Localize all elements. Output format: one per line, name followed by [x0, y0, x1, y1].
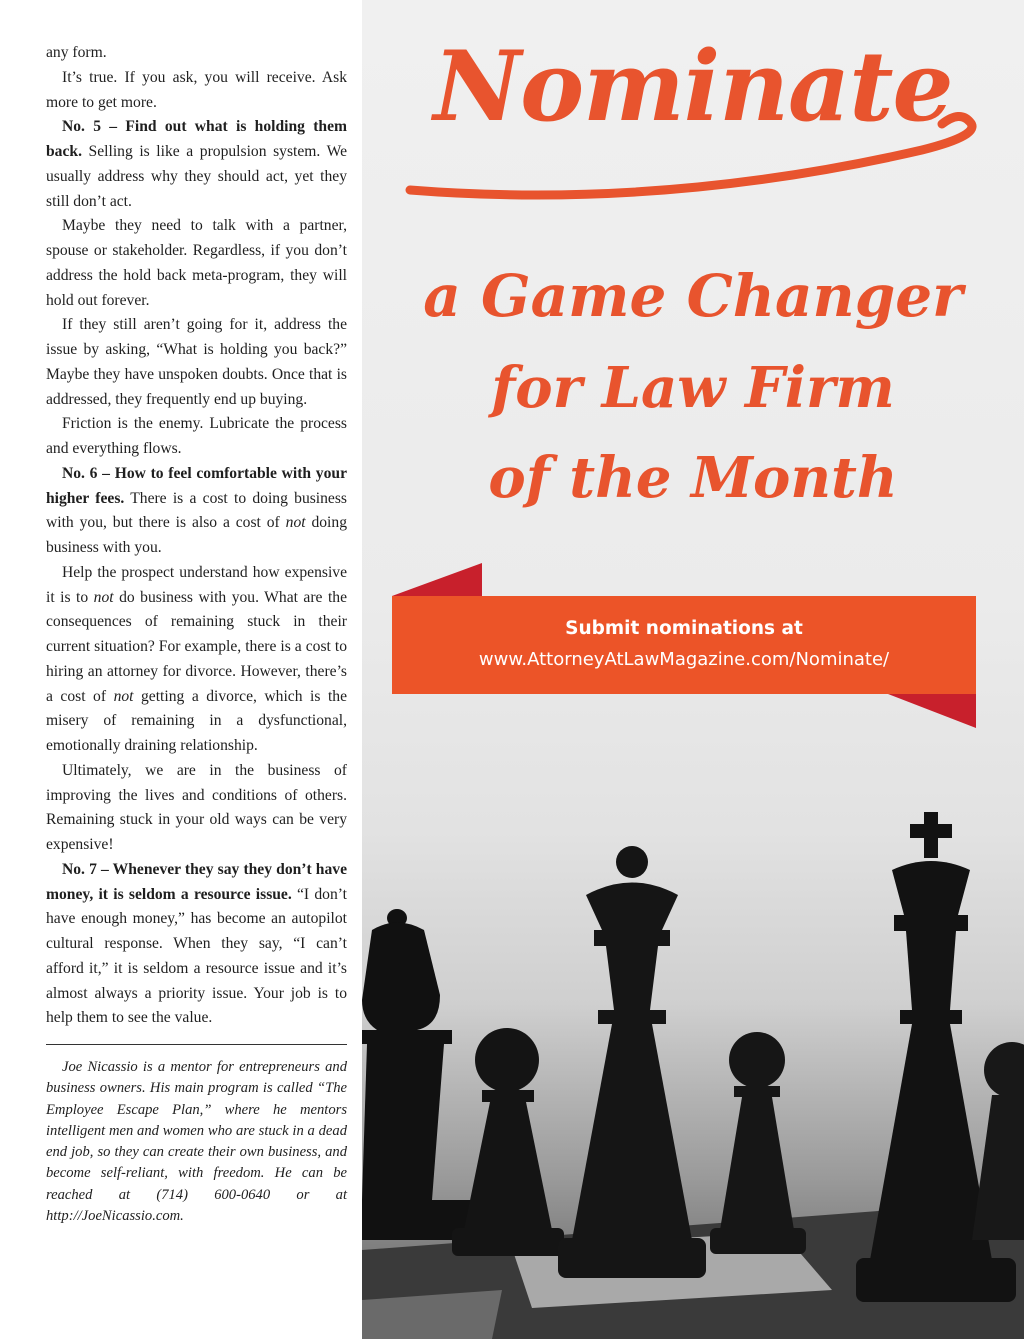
tip-body: getting a divorce, which is the misery of remaining in a dysfunctional, emotionally draining relationship.: [46, 687, 347, 754]
tip-heading-6: No. 6 – How to feel comfortable with your higher fees.: [46, 464, 347, 507]
tip-heading-5: No. 5 – Find out what is holding them back.: [46, 118, 347, 160]
ad-subheadline-line3: of the Month: [488, 445, 898, 511]
tip-body: Selling is like a propulsion system. We usually address why they should act, yet they still don’t act.: [46, 143, 347, 210]
emphasis: not: [113, 687, 134, 705]
nominate-ad: [362, 0, 1024, 1339]
emphasis: not: [285, 514, 306, 532]
article-paragraph: If they still aren’t going for it, address the issue by asking, “What is holding you back?” Maybe they have unspoken doubts. Once that is addressed, they frequently end up buying.: [46, 316, 347, 408]
article-paragraph: [46, 561, 347, 759]
divider: [46, 1044, 347, 1045]
article-paragraph: Friction is the enemy. Lubricate the process and everything flows.: [46, 415, 347, 457]
ribbon-banner: [392, 596, 976, 694]
nomination-url-link[interactable]: www.AttorneyAtLawMagazine.com/Nominate/: [478, 649, 890, 670]
ad-subheadline-line2: for Law Firm: [491, 355, 895, 421]
article-paragraph: [46, 115, 347, 214]
article-column: [46, 41, 347, 1227]
tip-body: There is a cost to doing business with you, but there is also a cost of: [46, 489, 347, 532]
ribbon-label: Submit nominations at: [565, 618, 803, 639]
author-bio: Joe Nicassio is a mentor for entrepreneurs and business owners. His main program is called “The Employee Escape Plan,” where he mentors intelligent men and women who are stuck in a dead end job, so they can create their own business, and become self-reliant, with freedom. He can be reached at (714) 600-0640 or at http://JoeNicassio.com.: [46, 1059, 347, 1225]
emphasis: not: [93, 588, 114, 606]
article-paragraph: It’s true. If you ask, you will receive. Ask more to get more.: [46, 68, 347, 111]
article-paragraph: [46, 858, 347, 1031]
article-paragraph: Maybe they need to talk with a partner, spouse or stakeholder. Regardless, if you don’t address the hold back meta-program, they will hold out forever.: [46, 217, 347, 309]
tip-body: do business with you. What are the consequences of remaining stuck in their current situation? For example, there is a cost to hiring an attorney for divorce. However, there’s a cost of: [46, 588, 348, 705]
article-paragraph: any form.: [46, 44, 107, 61]
article-paragraph: Ultimately, we are in the business of improving the lives and conditions of others. Remaining stuck in your old ways can be very expensive!: [46, 761, 347, 853]
tip-body: Help the prospect understand how expensive it is to: [46, 563, 347, 606]
ad-subheadline-line1: a Game Changer: [423, 262, 963, 330]
ad-headline: Nominate: [433, 30, 953, 143]
article-paragraph: [46, 462, 347, 561]
tip-heading-7: No. 7 – Whenever they say they don’t have money, it is seldom a resource issue.: [46, 860, 347, 903]
tip-body: doing business with you.: [46, 514, 347, 556]
tip-body: “I don’t have enough money,” has become an autopilot cultural response. When they say, “I can’t afford it,” it is seldom a resource issue and it’s almost always a priority issue. Your job is to help them to see the value.: [46, 885, 347, 1027]
